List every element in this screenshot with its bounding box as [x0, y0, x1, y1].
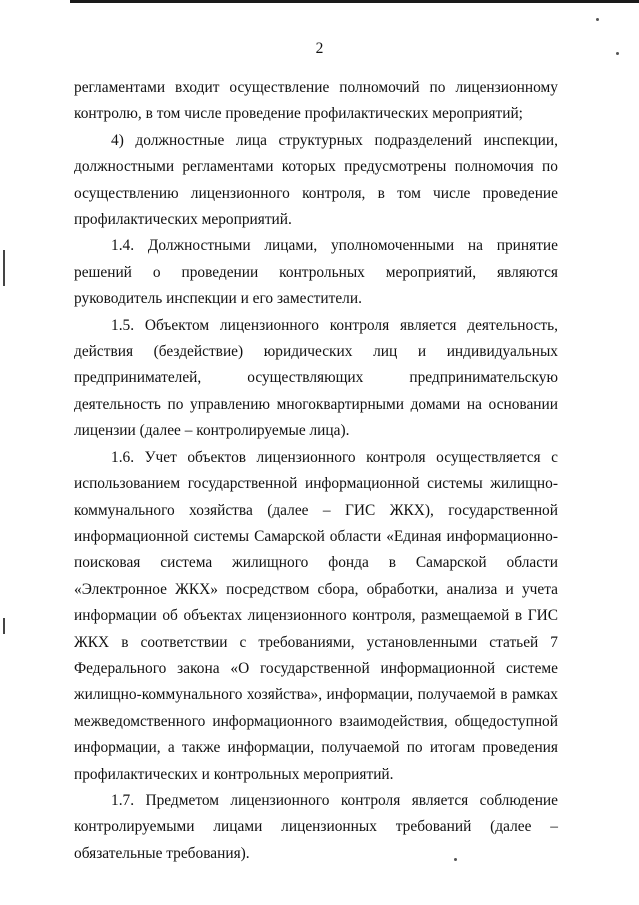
paragraph-1-4: 1.4. Должностными лицами, уполномоченными на принятие решений о проведении контрольных мероприятий, являются руководитель инспекции и его заместители. [74, 237, 558, 308]
paragraph-1-7: 1.7. Предметом лицензионного контроля является соблюдение контролируемыми лицами лицензионных требований (далее – обязательные требования). [74, 791, 558, 862]
scan-margin-mark [3, 618, 5, 634]
paragraph-item-4: 4) должностные лица структурных подразделений инспекции, должностными регламентами которых предусмотрены полномочия по осуществлению лицензионного контроля, в том числе проведение профилактических мероприятий. [74, 131, 558, 229]
scan-top-edge [70, 0, 639, 3]
page-number: 2 [315, 40, 324, 57]
scan-margin-mark [3, 250, 5, 286]
scan-dot [596, 18, 599, 21]
paragraph-1-5: 1.5. Объектом лицензионного контроля является деятельность, действия (бездействие) юридических лиц и индивидуальных предпринимателей, осуществляющих предпринимательскую деятельность по управлению многоквартирными домами на основании лицензии (далее – контролируемые лица). [74, 316, 558, 440]
paragraph-continuation: регламентами входит осуществление полномочий по лицензионному контролю, в том числе проведение профилактических мероприятий; [74, 79, 558, 123]
document-body [74, 75, 558, 867]
paragraph-1-6: 1.6. Учет объектов лицензионного контроля осуществляется с использованием государственной информационной системы жилищно-коммунального хозяйства (далее – ГИС ЖКХ), государственной информационной системы Самарской области «Единая информационно-поисковая система жилищного фонда в Самарской области «Электронное ЖКХ» посредством сбора, обработки, анализа и учета информации об объектах лицензионного контроля, размещаемой в ГИС ЖКХ в соответствии с требованиями, установленными статьей 7 Федерального закона «О государственной информационной системе жилищно-коммунального хозяйства», информации, получаемой в рамках межведомственного информационного взаимодействия, общедоступной информации, а также информации, получаемой по итогам проведения профилактических и контрольных мероприятий. [74, 448, 558, 783]
